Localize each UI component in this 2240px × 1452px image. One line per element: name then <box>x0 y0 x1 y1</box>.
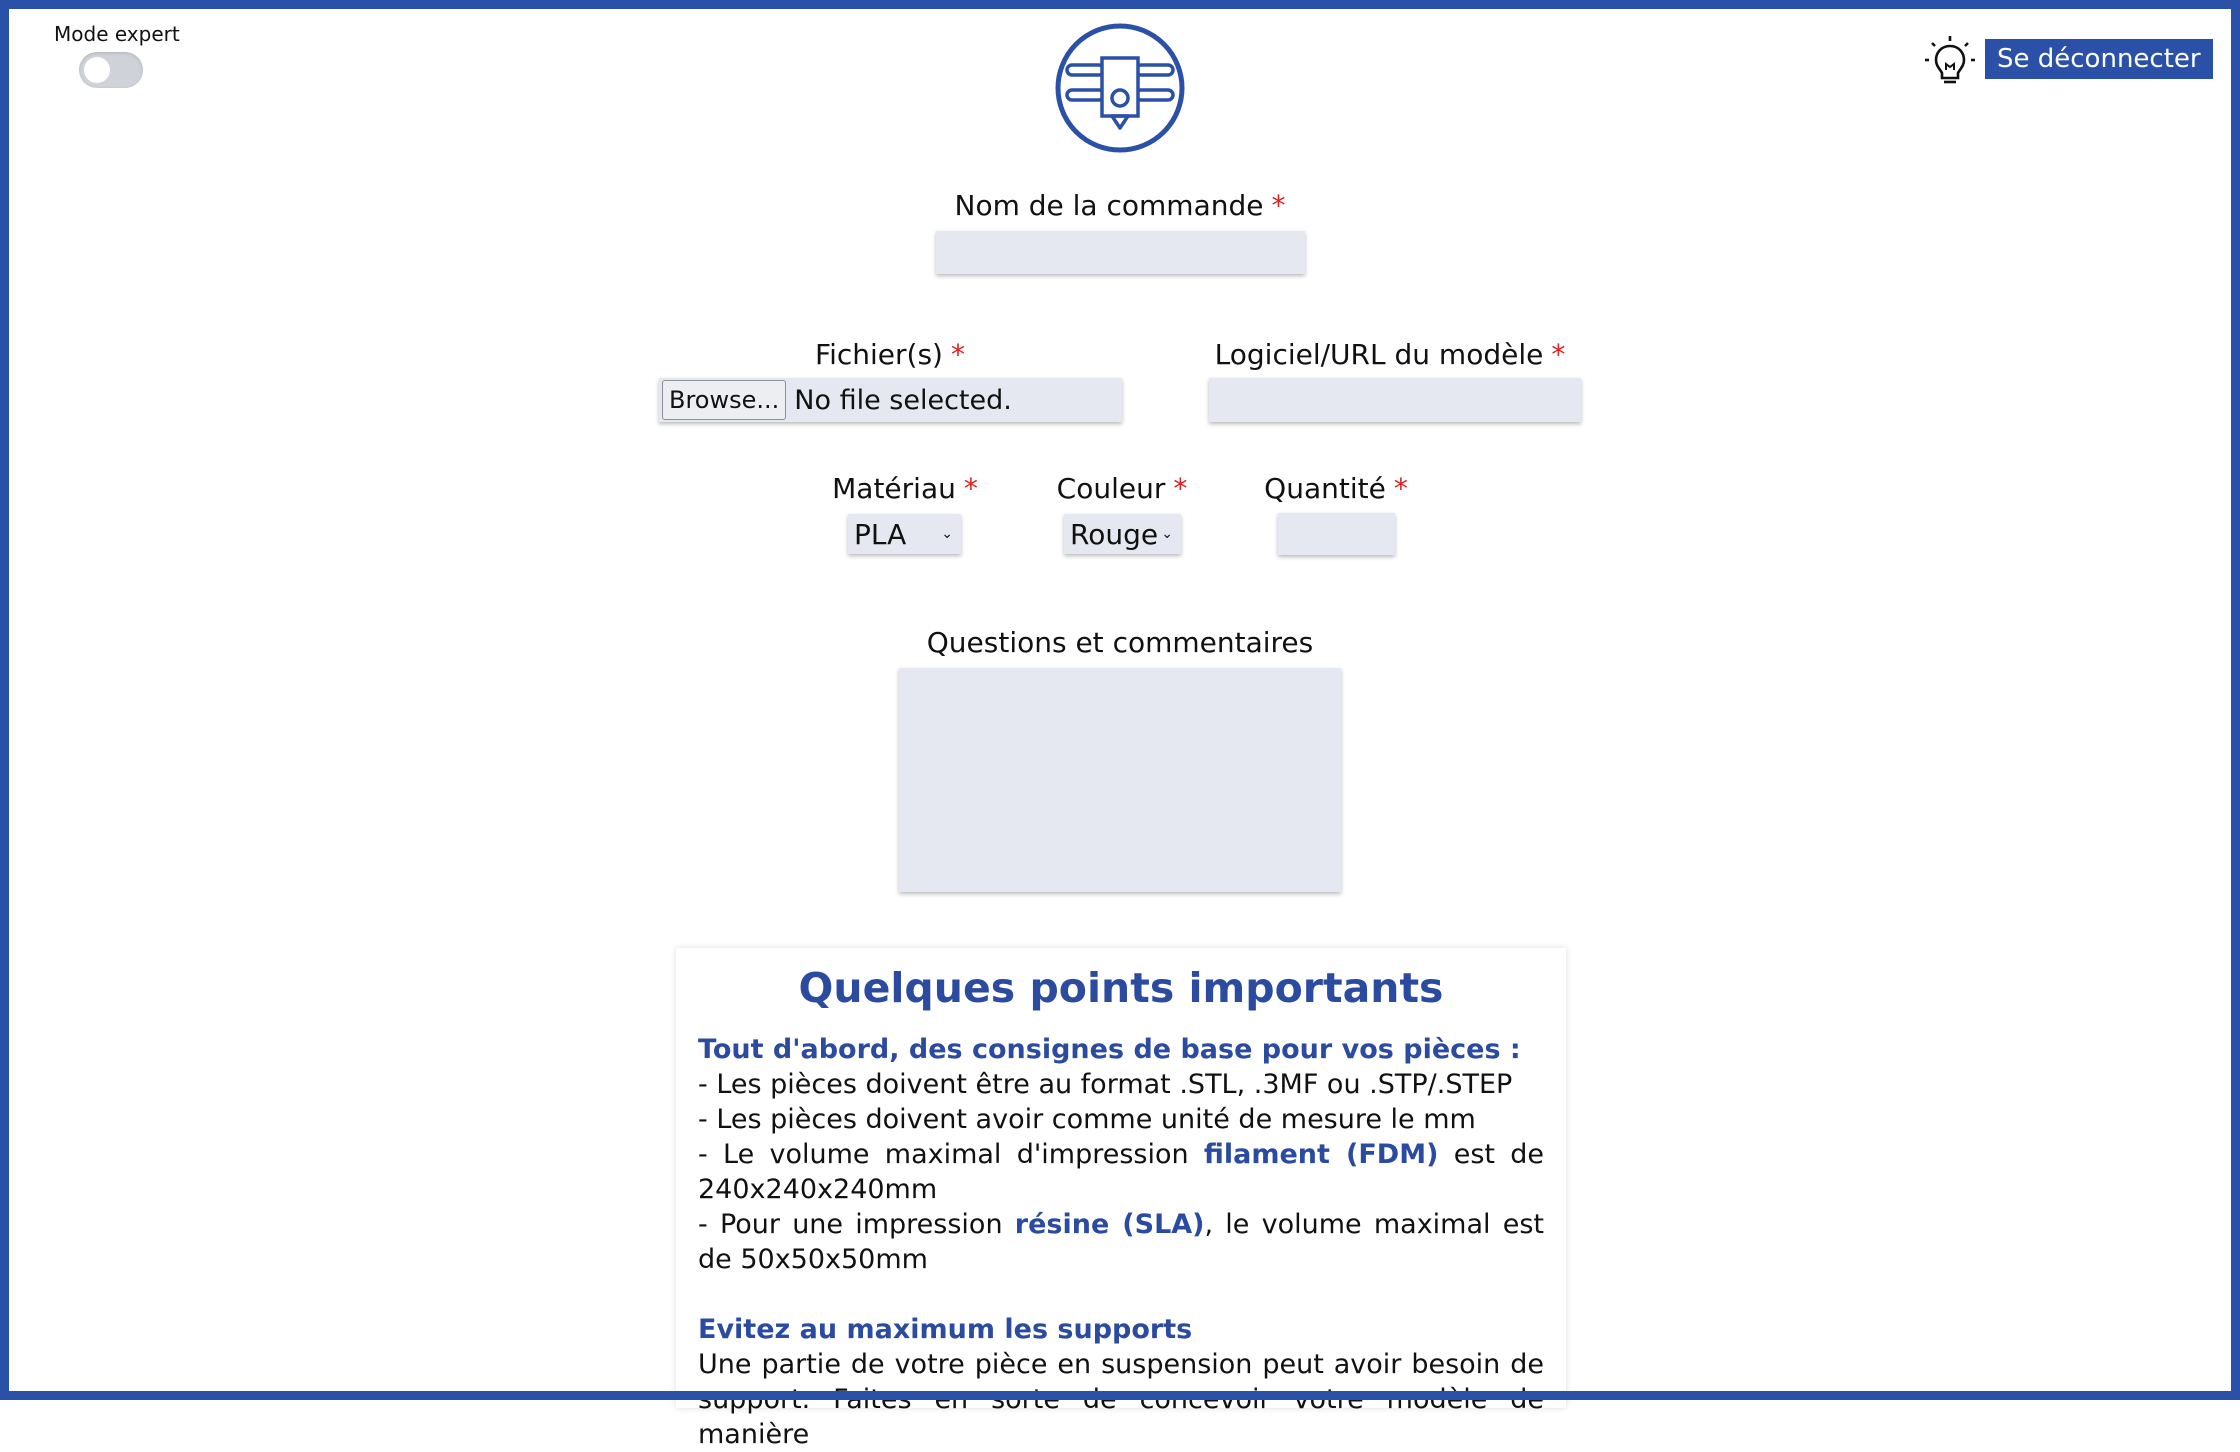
required-mark: * <box>950 338 965 371</box>
expert-mode-toggle[interactable] <box>79 52 143 88</box>
info-section-heading: Evitez au maximum les supports <box>698 1314 1193 1345</box>
comments-textarea[interactable] <box>899 668 1341 892</box>
material-select[interactable] <box>848 514 961 554</box>
file-status: No file selected. <box>794 384 1012 416</box>
chevron-down-icon: ⌄ <box>1161 526 1173 542</box>
color-value: Rouge <box>1070 517 1159 551</box>
fdm-highlight: filament (FDM) <box>1203 1139 1439 1170</box>
info-line: - Pour une impression résine (SLA), le volume maximal est de 50x50x50mm <box>698 1209 1544 1275</box>
info-paragraph: Une partie de votre pièce en suspension peut avoir besoin de support. Faites en sorte de concevoir votre modèle de manière <box>698 1349 1544 1450</box>
spacer <box>698 1277 1544 1312</box>
printer-logo-icon <box>1054 22 1186 154</box>
comments-label: Questions et commentaires <box>926 626 1314 659</box>
info-line: - Le volume maximal d'impression filament (FDM) est de 240x240x240mm <box>698 1139 1544 1205</box>
info-title: Quelques points importants <box>798 964 1444 1012</box>
expert-mode-label: Mode expert <box>54 22 180 46</box>
order-name-input[interactable] <box>936 231 1305 274</box>
logout-button[interactable]: Se déconnecter <box>1985 39 2213 79</box>
order-name-label: Nom de la commande * <box>954 189 1286 222</box>
software-url-label: Logiciel/URL du modèle * <box>1214 338 1566 371</box>
browse-button[interactable]: Browse... <box>662 380 786 420</box>
lightbulb-icon[interactable] <box>1924 34 1976 86</box>
sla-highlight: résine (SLA) <box>1014 1209 1205 1240</box>
info-body <box>698 1032 1544 1452</box>
required-mark: * <box>1173 472 1188 505</box>
info-line: - Les pièces doivent être au format .STL, .3MF ou .STP/.STEP <box>698 1069 1513 1100</box>
files-label: Fichier(s) * <box>815 338 965 371</box>
required-mark: * <box>1271 189 1286 222</box>
required-mark: * <box>1551 338 1566 371</box>
info-section-heading: Tout d'abord, des consignes de base pour vos pièces : <box>698 1034 1521 1065</box>
required-mark: * <box>1393 472 1408 505</box>
quantity-input[interactable] <box>1278 513 1395 555</box>
info-line: - Les pièces doivent avoir comme unité de mesure le mm <box>698 1104 1476 1135</box>
toggle-knob <box>84 57 110 83</box>
material-value: PLA <box>854 517 907 551</box>
material-label: Matériau * <box>832 472 978 505</box>
color-label: Couleur * <box>1056 472 1188 505</box>
info-panel <box>676 948 1566 1450</box>
software-url-input[interactable] <box>1209 378 1581 422</box>
required-mark: * <box>963 472 978 505</box>
file-input[interactable] <box>659 378 1122 422</box>
quantity-label: Quantité * <box>1264 472 1408 505</box>
chevron-down-icon: ⌄ <box>941 526 953 542</box>
color-select[interactable] <box>1064 514 1181 554</box>
